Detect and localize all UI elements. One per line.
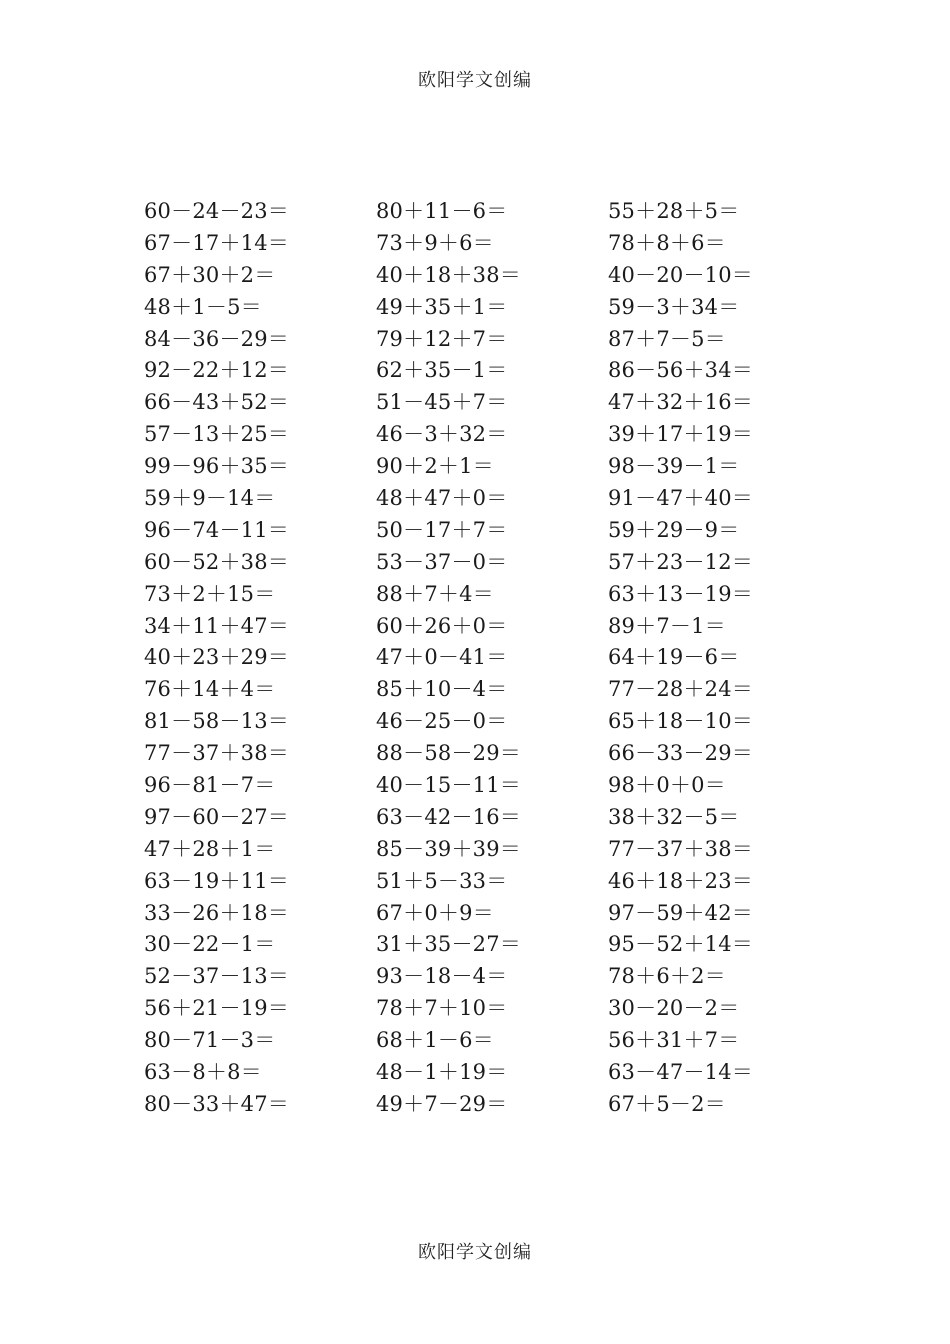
math-problem: 63－47－14＝ [608,1060,753,1085]
math-problem: 46－3＋32＝ [376,422,508,447]
math-problem: 63－19＋11＝ [144,868,289,893]
math-problem: 57－13＋25＝ [144,422,289,447]
math-problem: 76＋14＋4＝ [144,677,276,702]
math-problem: 63＋13－19＝ [608,581,753,606]
math-problem: 30－22－1＝ [144,932,276,957]
math-problem: 47＋0－41＝ [376,645,508,670]
math-problem: 66－33－29＝ [608,741,753,766]
math-problem: 47＋32＋16＝ [608,390,753,415]
math-problem: 39＋17＋19＝ [608,422,753,447]
math-problem: 62＋35－1＝ [376,358,508,383]
math-problem: 38＋32－5＝ [608,804,740,829]
math-problem: 80－33＋47＝ [144,1091,289,1116]
math-problem: 85＋10－4＝ [376,677,508,702]
math-problem: 77－37＋38＝ [144,741,289,766]
math-problem: 77－37＋38＝ [608,836,753,861]
math-problem: 48＋47＋0＝ [376,486,508,511]
math-problem: 87＋7－5＝ [608,326,726,351]
math-problem: 88－58－29＝ [376,741,521,766]
math-problem: 92－22＋12＝ [144,358,289,383]
problem-column-2 [376,196,608,1121]
math-problem: 33－26＋18＝ [144,900,289,925]
math-problem: 47＋28＋1＝ [144,836,276,861]
math-problem: 97－60－27＝ [144,804,289,829]
math-problem: 63－8＋8＝ [144,1060,262,1085]
math-problem: 89＋7－1＝ [608,613,726,638]
math-problem: 57＋23－12＝ [608,549,753,574]
math-problem: 90＋2＋1＝ [376,454,494,479]
math-problem: 56＋31＋7＝ [608,1028,740,1053]
math-problem: 40－15－11＝ [376,773,521,798]
math-problem: 60－52＋38＝ [144,549,289,574]
math-problem: 46－25－0＝ [376,709,508,734]
math-problem: 34＋11＋47＝ [144,613,289,638]
math-problem: 56＋21－19＝ [144,996,289,1021]
math-problem: 40－20－10＝ [608,262,753,287]
math-problem: 77－28＋24＝ [608,677,753,702]
math-problem: 64＋19－6＝ [608,645,740,670]
math-problem: 30－20－2＝ [608,996,740,1021]
math-problem: 48－1＋19＝ [376,1060,508,1085]
math-problem: 80＋11－6＝ [376,199,508,223]
math-problem: 98－39－1＝ [608,454,740,479]
math-problem: 80－71－3＝ [144,1028,276,1053]
math-problem: 98＋0＋0＝ [608,773,726,798]
math-problem: 49＋7－29＝ [376,1091,508,1116]
math-problem: 73＋2＋15＝ [144,581,276,606]
math-problem: 53－37－0＝ [376,549,508,574]
math-problem: 59－3＋34＝ [608,294,740,319]
math-problem: 31＋35－27＝ [376,932,521,957]
math-problem: 68＋1－6＝ [376,1028,494,1053]
math-problem: 78＋7＋10＝ [376,996,508,1021]
math-problem: 99－96＋35＝ [144,454,289,479]
math-problem: 40＋23＋29＝ [144,645,289,670]
math-problem: 55＋28＋5＝ [608,199,740,223]
math-problem: 88＋7＋4＝ [376,581,494,606]
math-problem: 91－47＋40＝ [608,486,753,511]
problem-column-1 [144,196,376,1121]
math-problem: 67＋5－2＝ [608,1091,726,1116]
math-problem: 96－74－11＝ [144,517,289,542]
math-problem: 60＋26＋0＝ [376,613,508,638]
math-problem: 51＋5－33＝ [376,868,508,893]
math-problem: 52－37－13＝ [144,964,289,989]
math-problem: 66－43＋52＝ [144,390,289,415]
math-problem: 60－24－23＝ [144,199,289,223]
page-footer: 欧阳学文创编 [418,1242,532,1263]
math-problem: 73＋9＋6＝ [376,230,494,255]
math-problem: 85－39＋39＝ [376,836,521,861]
math-problem: 79＋12＋7＝ [376,326,508,351]
math-problem: 81－58－13＝ [144,709,289,734]
math-problem: 48＋1－5＝ [144,294,262,319]
math-problem: 40＋18＋38＝ [376,262,521,287]
math-problem: 46＋18＋23＝ [608,868,753,893]
problem-column-3 [608,196,828,1121]
math-problem: 49＋35＋1＝ [376,294,508,319]
math-problem: 67＋0＋9＝ [376,900,494,925]
page-header: 欧阳学文创编 [418,70,532,91]
math-problem: 67＋30＋2＝ [144,262,276,287]
math-problem: 84－36－29＝ [144,326,289,351]
math-problem: 78＋8＋6＝ [608,230,726,255]
math-problem: 93－18－4＝ [376,964,508,989]
math-problem: 67－17＋14＝ [144,230,289,255]
math-problem: 59＋29－9＝ [608,517,740,542]
math-problem: 50－17＋7＝ [376,517,508,542]
math-problem: 51－45＋7＝ [376,390,508,415]
math-problem: 96－81－7＝ [144,773,276,798]
math-problem: 78＋6＋2＝ [608,964,726,989]
math-problem: 59＋9－14＝ [144,486,276,511]
problem-grid [144,196,844,1121]
math-problem: 86－56＋34＝ [608,358,753,383]
math-problem: 63－42－16＝ [376,804,521,829]
math-problem: 95－52＋14＝ [608,932,753,957]
math-problem: 97－59＋42＝ [608,900,753,925]
math-problem: 65＋18－10＝ [608,709,753,734]
